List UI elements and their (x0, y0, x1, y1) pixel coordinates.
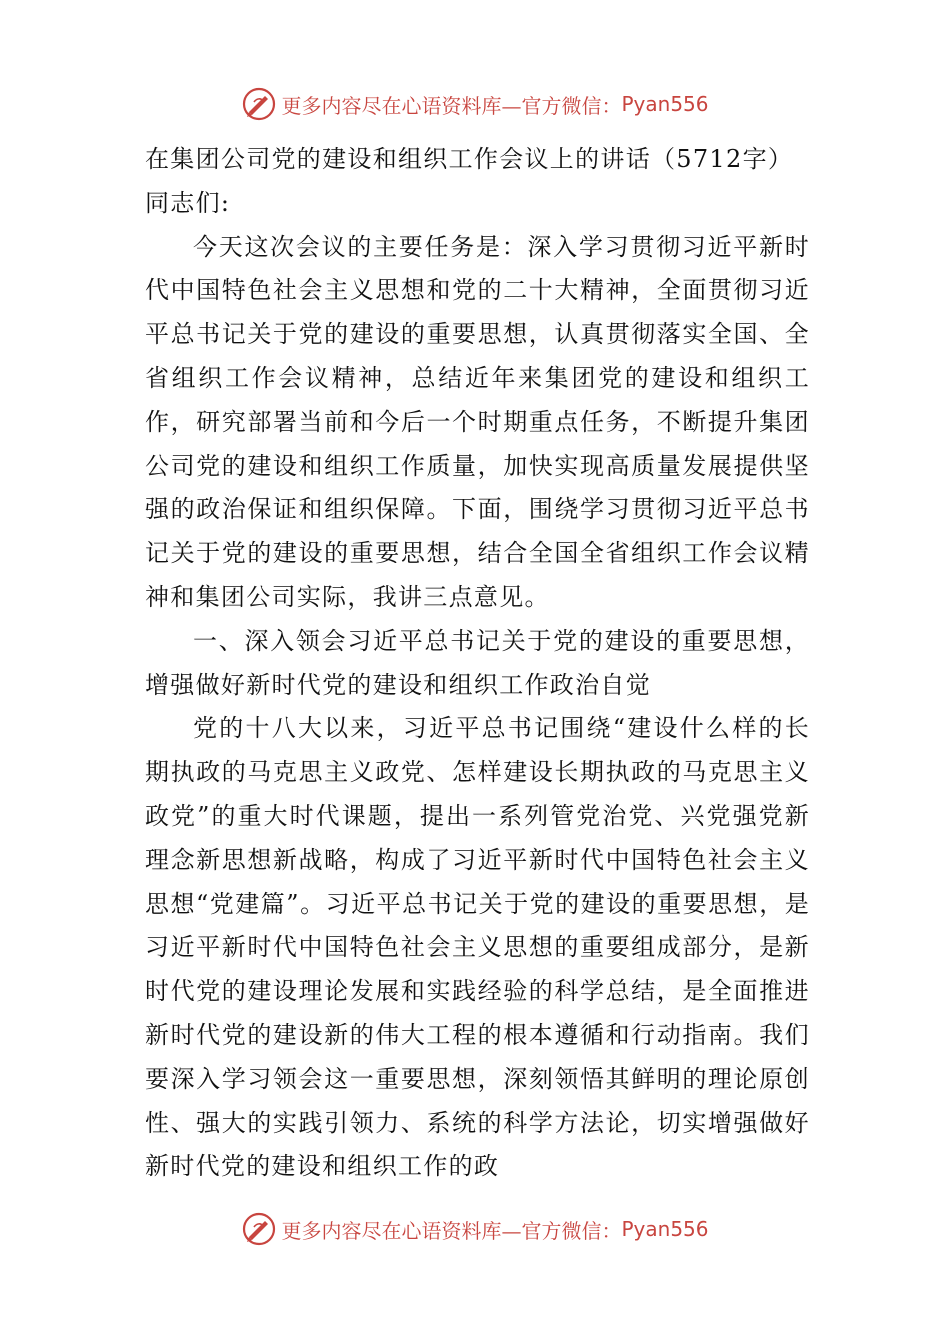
pen-logo-icon (241, 86, 277, 122)
salutation: 同志们: (145, 188, 231, 217)
section-heading: 一、深入领会习近平总书记关于党的建设的重要思想，增强做好新时代党的建设和组织工作政治自觉 (145, 626, 810, 699)
paragraph: 今天这次会议的主要任务是：深入学习贯彻习近平新时代中国特色社会主义思想和党的二十大精神，全面贯彻习近平总书记关于党的建设的重要思想，认真贯彻落实全国、全省组织工作会议精神，总结近年来集团党的建设和组织工作，研究部署当前和今后一个时期重点任务，不断提升集团公司党的建设和组织工作质量，加快实现高质量发展提供坚强的政治保证和组织保障。下面，围绕学习贯彻习近平总书记关于党的建设的重要思想，结合全国全省组织工作会议精神和集团公司实际，我讲三点意见。 (145, 232, 810, 611)
paragraph: 党的十八大以来，习近平总书记围绕“建设什么样的长期执政的马克思主义政党、怎样建设长期执政的马克思主义政党”的重大时代课题，提出一系列管党治党、兴党强党新理念新思想新战略，构成了习近平新时代中国特色社会主义思想“党建篇”。习近平总书记关于党的建设的重要思想，是习近平新时代中国特色社会主义思想的重要组成部分，是新时代党的建设理论发展和实践经验的科学总结，是全面推进新时代党的建设新的伟大工程的根本遵循和行动指南。我们要深入学习领会这一重要思想，深刻领悟其鲜明的理论原创性、强大的实践引领力、系统的科学方法论，切实增强做好新时代党的建设和组织工作的政 (145, 714, 810, 1181)
footer-banner (0, 1209, 950, 1249)
pen-logo-icon (241, 1211, 277, 1247)
footer-banner-id: Pyan556 (621, 1217, 709, 1241)
document-body (145, 138, 810, 1189)
header-banner (0, 84, 950, 124)
document-title: 在集团公司党的建设和组织工作会议上的讲话（5712字） (145, 145, 794, 173)
header-banner-id: Pyan556 (621, 92, 709, 116)
footer-banner-text: 更多内容尽在心语资料库—官方微信： (281, 1218, 622, 1243)
header-banner-text: 更多内容尽在心语资料库—官方微信： (281, 93, 622, 118)
